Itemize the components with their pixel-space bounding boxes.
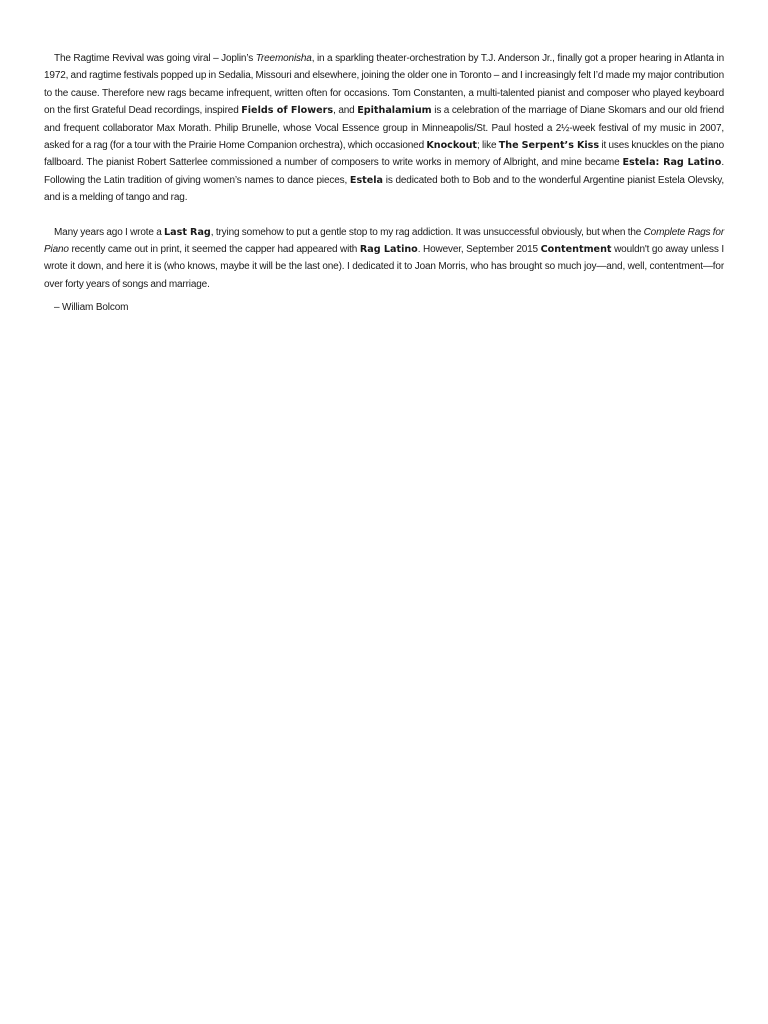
body-text [44,50,724,293]
text-run: is dedicated both to Bob and to the wonderful Argentine pianist Estela Olevsky, and is a melding of tango and rag. [44,174,724,204]
title-last-rag: Last Rag [164,226,211,238]
title-fields-of-flowers: Fields of Flowers [241,105,334,117]
text-run: it uses knuckles on the piano fallboard. The pianist Robert Satterlee commissioned a number of composers to write works in memory of Albright, and mine became [44,140,724,169]
title-rag-latino: Rag Latino [359,244,418,256]
title-treemonisha: Treemonisha [255,53,312,64]
title-epithalamium: Epithalamium [357,105,432,117]
text-run: recently came out in print, it seemed the capper had appeared with [68,244,360,256]
text-run: is a celebration of the marriage of Diane Skomars and our old friend and frequent collaborator Max Morath. Philip Brunelle, whose Vocal Essence group in Minneapolis/St. Paul hosted a 2½-week festival of my music in 2007, asked for a rag (for a tour with the Prairie Home Companion orchestra), which occasioned [44,105,725,152]
text-run: . However, September 2015 [417,244,541,256]
text-run: , trying somehow to put a gentle stop to my rag addiction. It was unsuccessful obviously, but when the [210,226,644,238]
title-estela: Estela [349,174,384,186]
title-contentment: Contentment [540,244,612,256]
text-run: wouldn't go away unless I wrote it down, and here it is (who knows, maybe it will be the last one). I dedicated it to Joan Morris, who has brought so much joy—and, well, contentment—for over forty years of songs and marriage. [44,244,724,290]
author-signature: – William Bolcom [54,302,129,313]
title-estela-rag-latino: Estela: Rag Latino [622,157,722,169]
paragraph-ragtime-revival [44,50,724,207]
title-the-serpents-kiss: The Serpent’s Kiss [498,140,600,152]
text-run: , and [333,105,358,117]
text-run: The Ragtime Revival was going viral – Joplin’s [54,53,256,64]
paragraph-contentment [44,224,724,294]
text-run: , in a sparkling theater-orchestration by T.J. Anderson Jr., finally got a proper hearing in Atlanta in 1972, and ragtime festivals popped up in Sedalia, Missouri and elsewhere, joining the older one in Toronto – and I increasingly felt I’d made my major contribution to the cause. Therefore new rags became infrequent, written often for occasions. Tom Constanten, a multi-talented pianist and composer who played keyboard on the first Grateful Dead recordings, inspired [44,53,724,117]
title-knockout: Knockout [426,140,477,152]
title-complete-rags-for-piano: Complete Rags for Piano [44,226,725,256]
text-run: ; like [477,140,499,152]
text-run: Many years ago I wrote a [54,226,165,238]
text-run: . Following the Latin tradition of giving women’s names to dance pieces, [44,157,724,186]
